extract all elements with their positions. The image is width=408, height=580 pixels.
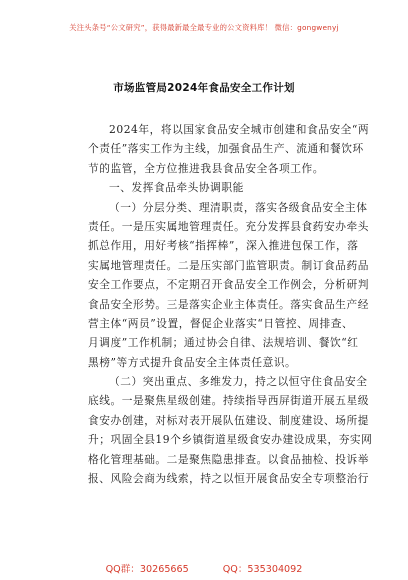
- body-line: 食安办创建，对标对表开展队伍建设、制度建设、场所提: [88, 413, 369, 427]
- document-body: [88, 120, 373, 488]
- body-line: 抓总作用，用好考核“指挥棒”，深入推进包保工作，落: [88, 239, 359, 253]
- body-line: 节的监管，全方位推进我县食品安全各项工作。: [88, 161, 324, 175]
- body-line: 底线。一是聚焦星级创建。持续指导西屏街道开展五星级: [88, 394, 369, 408]
- footer-qq-group: QQ群：30265665: [105, 564, 189, 575]
- body-line: 责任。一是压实属地管理责任。充分发挥县食药安办牵头: [88, 219, 369, 233]
- body-line: 实属地管理责任。二是压实部门监管职责。制订食品药品: [88, 258, 369, 272]
- body-line: 月调度”工作机制；通过协会自律、法规培训、餐饮“红: [88, 336, 359, 350]
- body-line: 报、风险会商为线索，持之以恒开展食品安全专项整治行: [88, 472, 369, 486]
- body-line: 安全工作要点，不定期召开食品安全工作例会，分析研判: [88, 278, 369, 292]
- body-line: 食品安全形势。三是落实企业主体责任。落实食品生产经: [88, 297, 369, 311]
- footer-qq: QQ：535304092: [222, 564, 303, 575]
- body-line: 升；巩固全县19个乡镇街道星级食安办建设成果，夯实网: [88, 433, 373, 447]
- section-heading: 一、发挥食品牵头协调职能: [109, 181, 244, 195]
- body-line: 黑榜”等方式提升食品安全主体责任意识。: [88, 355, 297, 369]
- body-line: 2024年，将以国家食品安全城市创建和食品安全“两: [109, 123, 370, 136]
- body-line: （一）分层分类、理清职责，落实各级食品安全主体: [109, 200, 368, 214]
- document-title: 市场监管局2024年食品安全工作计划: [113, 82, 295, 94]
- footer-contact: [0, 561, 408, 575]
- header-notice: 关注头条号“公文研究”，获得最新最全最专业的公文资料库！ 微信：gongwenyj: [69, 23, 339, 32]
- body-line: 营主体“两员”设置，督促企业落实“日管控、周排查、: [88, 316, 354, 330]
- body-line: 格化管理基础。二是聚焦隐患排查。以食品抽检、投诉举: [88, 452, 369, 466]
- body-line: 个责任”落实工作为主线，加强食品生产、流通和餐饮环: [88, 142, 364, 156]
- body-line: （二）突出重点、多维发力，持之以恒守住食品安全: [109, 375, 368, 389]
